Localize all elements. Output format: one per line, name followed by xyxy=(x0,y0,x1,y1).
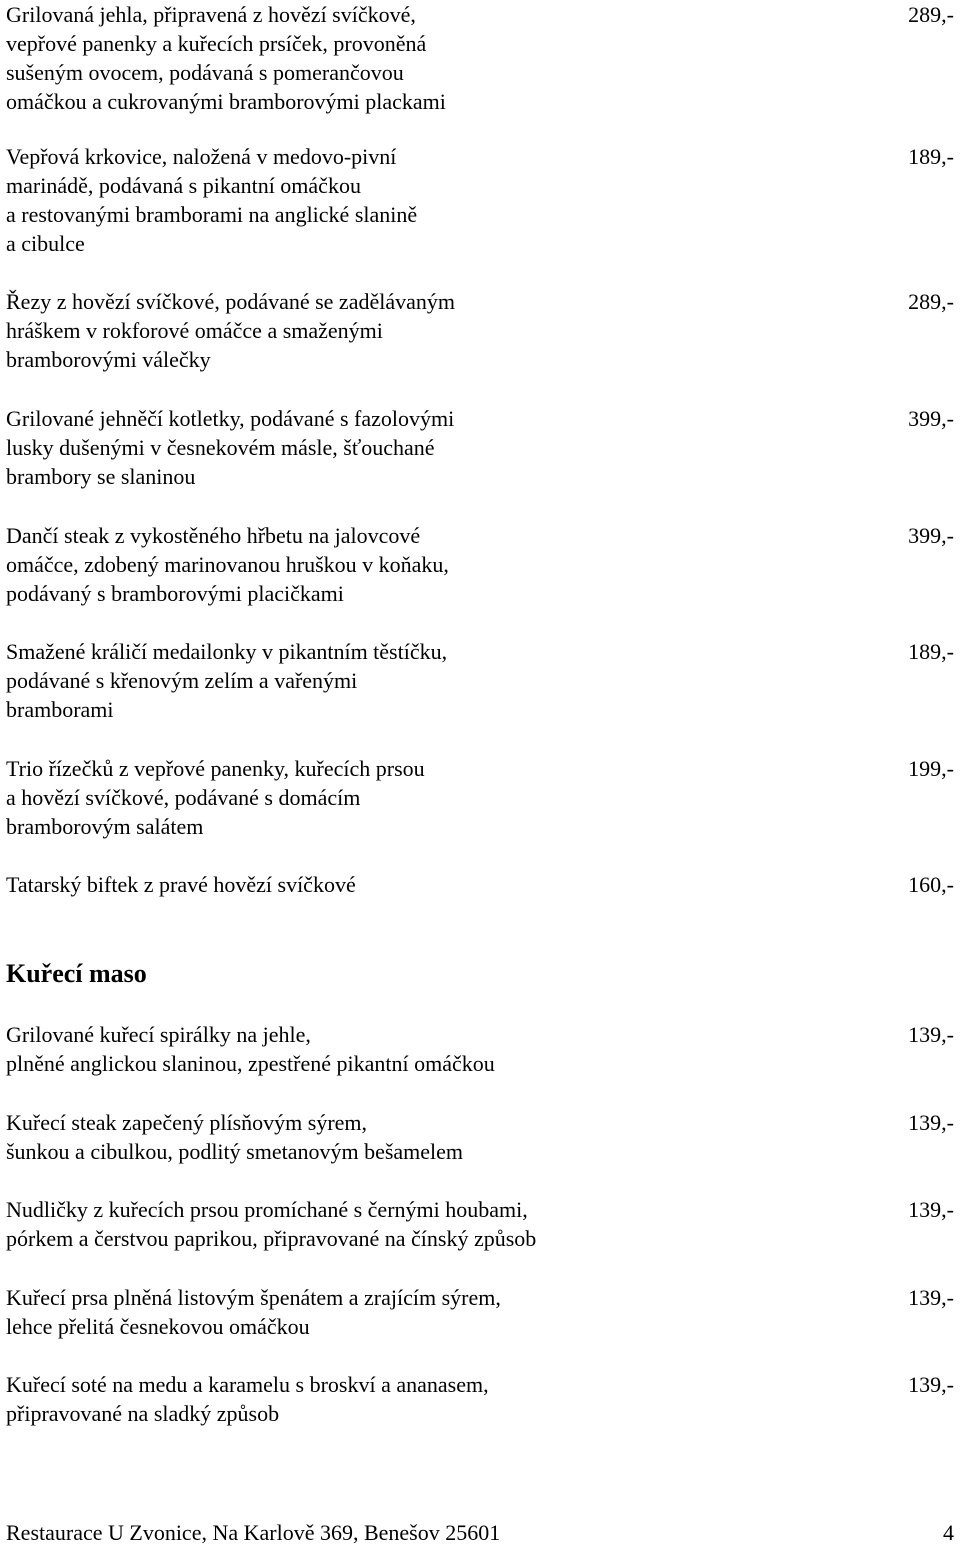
menu-item-description xyxy=(6,1195,766,1253)
description-line: šunkou a cibulkou, podlitý smetanovým bešamelem xyxy=(6,1139,464,1164)
menu-item-price: 199,- xyxy=(908,756,954,781)
description-line: bramborami xyxy=(6,697,114,722)
description-line: Trio řízečků z vepřové panenky, kuřecích prsou xyxy=(6,756,425,781)
description-line: plněné anglickou slaninou, zpestřené pikantní omáčkou xyxy=(6,1051,495,1076)
menu-item-description xyxy=(6,1108,766,1166)
description-line: Grilovaná jehla, připravená z hovězí svíčkové, xyxy=(6,2,416,27)
menu-item-price: 139,- xyxy=(908,1285,954,1310)
menu-item xyxy=(6,287,954,374)
description-line: a hovězí svíčkové, podávané s domácím xyxy=(6,785,361,810)
menu-item-description xyxy=(6,1020,766,1078)
section-heading-chicken: Kuřecí maso xyxy=(6,959,147,988)
menu-item-description xyxy=(6,0,766,116)
menu-item xyxy=(6,870,954,899)
description-line: Nudličky z kuřecích prsou promíchané s černými houbami, xyxy=(6,1197,528,1222)
menu-item-price: 139,- xyxy=(908,1022,954,1047)
description-line: podávaný s bramborovými placičkami xyxy=(6,581,344,606)
menu-item-description xyxy=(6,1283,766,1341)
menu-item xyxy=(6,1283,954,1341)
restaurant-address: Restaurace U Zvonice, Na Karlově 369, Benešov 25601 xyxy=(6,1520,501,1545)
menu-item-description xyxy=(6,754,766,841)
description-line: lehce přelitá česnekovou omáčkou xyxy=(6,1314,310,1339)
menu-item-description xyxy=(6,870,766,899)
menu-item xyxy=(6,754,954,841)
description-line: vepřové panenky a kuřecích prsíček, provoněná xyxy=(6,31,427,56)
description-line: pórkem a čerstvou paprikou, připravované na čínský způsob xyxy=(6,1226,537,1251)
menu-item xyxy=(6,1108,954,1166)
menu-item-description xyxy=(6,637,766,724)
description-line: Kuřecí steak zapečený plísňovým sýrem, xyxy=(6,1110,368,1135)
description-line: a cibulce xyxy=(6,231,85,256)
menu-item-description xyxy=(6,404,766,491)
page-number: 4 xyxy=(943,1520,954,1545)
description-line: Dančí steak z vykostěného hřbetu na jalovcové xyxy=(6,523,421,548)
description-line: omáčce, zdobený marinovanou hruškou v koňaku, xyxy=(6,552,449,577)
description-line: Kuřecí soté na medu a karamelu s broskví a ananasem, xyxy=(6,1372,489,1397)
menu-item xyxy=(6,1370,954,1428)
menu-item-price: 139,- xyxy=(908,1197,954,1222)
menu-item xyxy=(6,404,954,491)
description-line: Grilované kuřecí spirálky na jehle, xyxy=(6,1022,311,1047)
menu-item xyxy=(6,142,954,258)
description-line: marinádě, podávaná s pikantní omáčkou xyxy=(6,173,361,198)
description-line: Tatarský biftek z pravé hovězí svíčkové xyxy=(6,872,356,897)
description-line: Smažené králičí medailonky v pikantním těstíčku, xyxy=(6,639,448,664)
menu-item xyxy=(6,1020,954,1078)
menu-item-price: 189,- xyxy=(908,639,954,664)
description-line: připravované na sladký způsob xyxy=(6,1401,280,1426)
description-line: lusky dušenými v česnekovém másle, šťouchané xyxy=(6,435,435,460)
description-line: bramborovými válečky xyxy=(6,347,211,372)
menu-item-description xyxy=(6,521,766,608)
description-line: a restovanými bramborami na anglické slanině xyxy=(6,202,418,227)
description-line: Řezy z hovězí svíčkové, podávané se zadělávaným xyxy=(6,289,455,314)
menu-item xyxy=(6,637,954,724)
description-line: Kuřecí prsa plněná listovým špenátem a zrajícím sýrem, xyxy=(6,1285,501,1310)
menu-item-price: 160,- xyxy=(908,872,954,897)
page-footer xyxy=(6,1518,954,1547)
menu-item-price: 289,- xyxy=(908,289,954,314)
description-line: podávané s křenovým zelím a vařenými xyxy=(6,668,358,693)
description-line: sušeným ovocem, podávaná s pomerančovou xyxy=(6,60,404,85)
description-line: Grilované jehněčí kotletky, podávané s fazolovými xyxy=(6,406,455,431)
menu-item-price: 139,- xyxy=(908,1110,954,1135)
menu-item xyxy=(6,0,954,116)
menu-item-price: 399,- xyxy=(908,406,954,431)
menu-item-price: 139,- xyxy=(908,1372,954,1397)
description-line: brambory se slaninou xyxy=(6,464,196,489)
description-line: hráškem v rokforové omáčce a smaženými xyxy=(6,318,383,343)
menu-item-price: 289,- xyxy=(908,2,954,27)
menu-item-description xyxy=(6,287,766,374)
description-line: bramborovým salátem xyxy=(6,814,204,839)
description-line: Vepřová krkovice, naložená v medovo-pivní xyxy=(6,144,397,169)
menu-item xyxy=(6,1195,954,1253)
description-line: omáčkou a cukrovanými bramborovými plackami xyxy=(6,89,446,114)
menu-item-price: 399,- xyxy=(908,523,954,548)
menu-item-description xyxy=(6,142,766,258)
menu-item-description xyxy=(6,1370,766,1428)
menu-item-price: 189,- xyxy=(908,144,954,169)
menu-item xyxy=(6,521,954,608)
